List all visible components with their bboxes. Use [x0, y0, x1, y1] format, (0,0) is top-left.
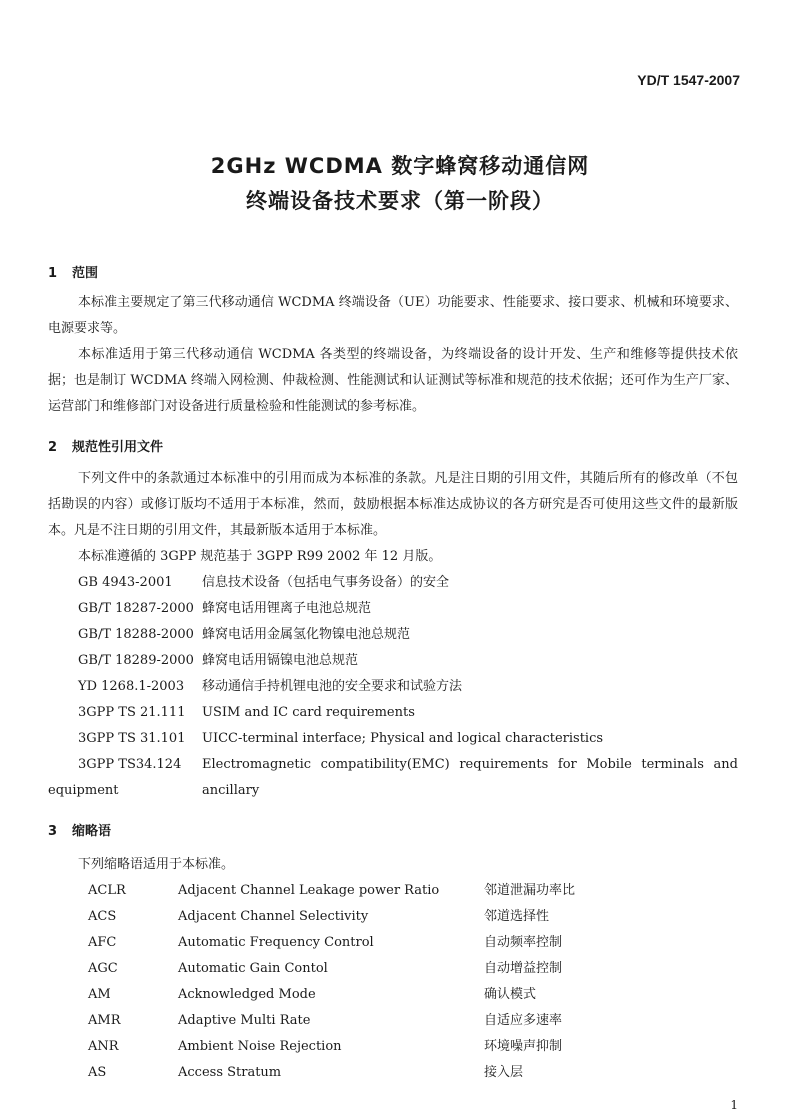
reference-title: 蜂窝电话用镉镍电池总规范 — [202, 653, 359, 668]
reference-row — [0, 596, 800, 622]
reference-title: Electromagnetic compatibility(EMC) requirements for Mobile terminals and ancillary — [202, 757, 738, 798]
reference-row — [0, 622, 800, 648]
section-title: 范围 — [72, 266, 99, 281]
page-number: 1 — [730, 1098, 738, 1112]
abbreviation-row — [0, 1034, 800, 1060]
chinese-term: 环境噪声抑制 — [484, 1039, 563, 1054]
english-term: Adaptive Multi Rate — [178, 1013, 311, 1028]
chinese-term: 自动增益控制 — [484, 961, 563, 976]
abbreviation-row — [0, 1060, 800, 1086]
section-title: 缩略语 — [72, 824, 112, 839]
chinese-term: 邻道泄漏功率比 — [484, 883, 576, 898]
abbreviation: AGC — [88, 961, 118, 976]
reference-code: 3GPP TS34.124 — [78, 757, 182, 772]
abbreviation: AFC — [88, 935, 117, 950]
reference-title: 蜂窝电话用锂离子电池总规范 — [202, 601, 372, 616]
reference-title-continuation: equipment — [48, 783, 119, 798]
chinese-term: 接入层 — [484, 1065, 524, 1080]
section-title: 规范性引用文件 — [72, 440, 164, 455]
section-number: 1 — [48, 266, 58, 281]
reference-row — [0, 648, 800, 674]
section-2-paragraph-2: 本标准遵循的 3GPP 规范基于 3GPP R99 2002 年 12 月版。 — [78, 549, 442, 564]
section-number: 2 — [48, 440, 58, 455]
english-term: Access Stratum — [178, 1065, 282, 1080]
reference-row — [0, 570, 800, 596]
reference-code: 3GPP TS 21.111 — [78, 705, 186, 720]
abbreviation: AS — [88, 1065, 107, 1080]
reference-title: 移动通信手持机锂电池的安全要求和试验方法 — [202, 679, 463, 694]
english-term: Acknowledged Mode — [178, 987, 316, 1002]
abbreviation-row — [0, 878, 800, 904]
abbreviations-intro: 下列缩略语适用于本标准。 — [78, 857, 235, 872]
section-3-heading — [48, 820, 111, 839]
english-term: Adjacent Channel Selectivity — [178, 909, 369, 924]
section-2-heading — [48, 436, 163, 455]
abbreviation: ANR — [88, 1039, 119, 1054]
abbreviation-row — [0, 956, 800, 982]
reference-title: 蜂窝电话用金属氢化物镍电池总规范 — [202, 627, 411, 642]
reference-code: GB 4943-2001 — [78, 575, 173, 590]
english-term: Automatic Frequency Control — [178, 935, 374, 950]
reference-title: USIM and IC card requirements — [202, 705, 415, 720]
reference-code: YD 1268.1-2003 — [78, 679, 185, 694]
abbreviation-row — [0, 904, 800, 930]
abbreviation: ACS — [88, 909, 117, 924]
english-term: Adjacent Channel Leakage power Ratio — [178, 883, 440, 898]
reference-row — [0, 700, 800, 726]
reference-code: GB/T 18287-2000 — [78, 601, 194, 616]
section-number: 3 — [48, 824, 58, 839]
english-term: Ambient Noise Rejection — [178, 1039, 342, 1054]
abbreviation-row — [0, 1008, 800, 1034]
abbreviation: ACLR — [88, 883, 126, 898]
chinese-term: 自适应多速率 — [484, 1013, 563, 1028]
chinese-term: 自动频率控制 — [484, 935, 563, 950]
reference-code: GB/T 18289-2000 — [78, 653, 194, 668]
abbreviation-row — [0, 982, 800, 1008]
document-title-line1: 2GHz WCDMA 数字蜂窝移动通信网 — [210, 154, 590, 178]
abbreviation: AM — [88, 987, 111, 1002]
reference-row — [0, 726, 800, 752]
english-term: Automatic Gain Contol — [178, 961, 328, 976]
abbreviation-row — [0, 930, 800, 956]
reference-code: GB/T 18288-2000 — [78, 627, 194, 642]
section-1-heading — [48, 262, 98, 281]
section-1-paragraph-1: 本标准主要规定了第三代移动通信 WCDMA 终端设备（UE）功能要求、性能要求、接口要求、机械和环境要求、电源要求等。 — [48, 295, 738, 336]
chinese-term: 确认模式 — [484, 987, 537, 1002]
chinese-term: 邻道选择性 — [484, 909, 550, 924]
standard-code: YD/T 1547-2007 — [637, 72, 740, 88]
section-1-paragraph-2: 本标准适用于第三代移动通信 WCDMA 各类型的终端设备，为终端设备的设计开发、生产和维修等提供技术依据；也是制订 WCDMA 终端入网检测、仲裁检测、性能测试和认证测试等标准和规范的技术依据；还可作为生产厂家、运营部门和维修部门对设备进行质量检验和性能测试的参考标准。 — [48, 347, 738, 414]
document-title-line2: 终端设备技术要求（第一阶段） — [246, 189, 554, 213]
reference-code: 3GPP TS 31.101 — [78, 731, 186, 746]
section-2-paragraph-1: 下列文件中的条款通过本标准中的引用而成为本标准的条款。凡是注日期的引用文件，其随后所有的修改单（不包括勘误的内容）或修订版均不适用于本标准，然而，鼓励根据本标准达成协议的各方研究是否可使用这些文件的最新版本。凡是不注日期的引用文件，其最新版本适用于本标准。 — [48, 471, 738, 538]
reference-title: 信息技术设备（包括电气事务设备）的安全 — [202, 575, 450, 590]
abbreviation: AMR — [88, 1013, 121, 1028]
reference-row — [0, 674, 800, 700]
reference-title: UICC-terminal interface; Physical and logical characteristics — [202, 731, 604, 746]
